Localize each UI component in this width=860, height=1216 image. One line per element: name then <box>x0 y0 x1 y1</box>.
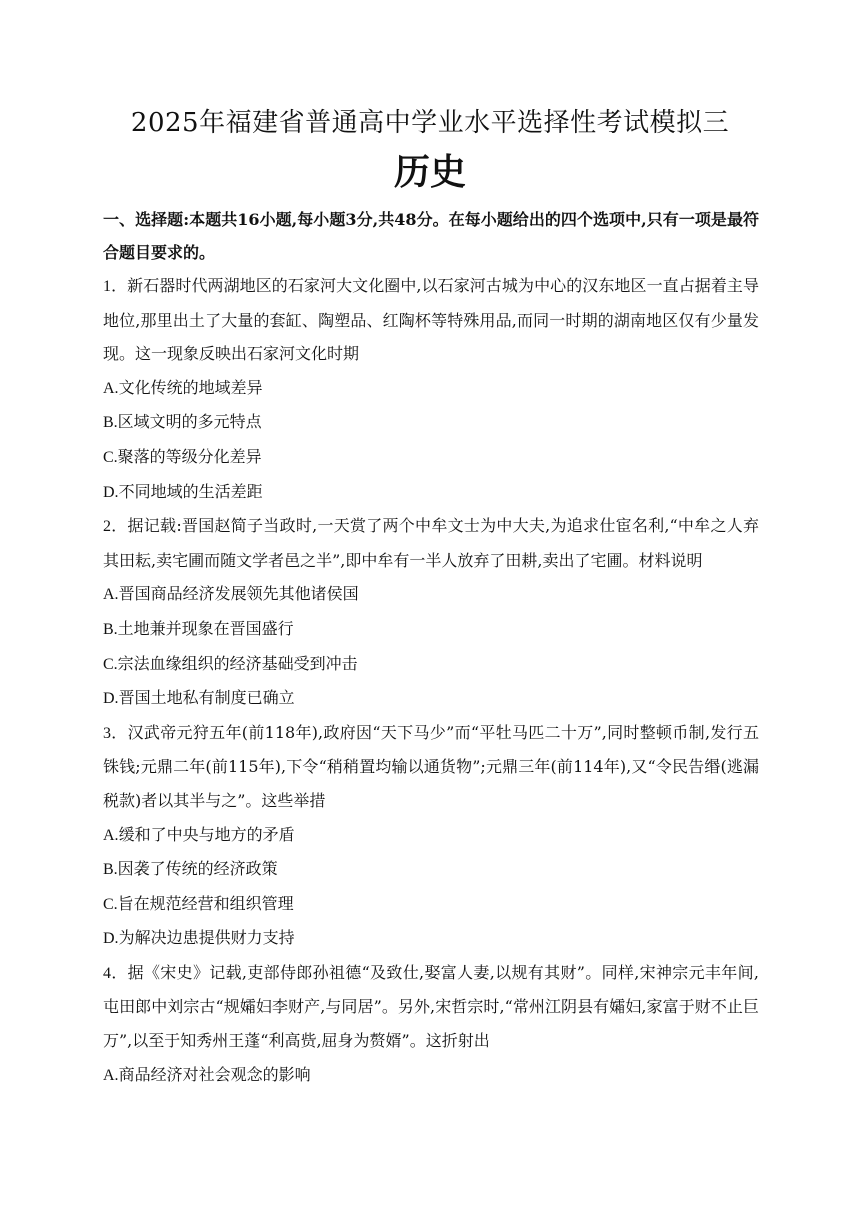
option-text: 区域文明的多元特点 <box>117 412 262 432</box>
section-instruction: 一、选择题:本题共16小题,每小题3分,共48分。在每小题给出的四个选项中,只有一项是最符合题目要求的。 <box>103 210 759 262</box>
question-3 <box>103 716 759 956</box>
option-letter: A. <box>103 1066 119 1084</box>
option-letter: B. <box>103 620 118 638</box>
option-d[interactable] <box>103 475 759 510</box>
option-letter: C. <box>103 448 118 466</box>
question-text: 据记载:晋国赵简子当政时,一天赏了两个中牟文士为中大夫,为追求仕宦名利,“中牟之人弃其田耘,卖宅圃而随文学者邑之半”,即中牟有一半人放弃了田耕,卖出了宅圃。材料说明 <box>103 516 759 570</box>
option-c[interactable] <box>103 887 759 922</box>
option-a[interactable] <box>103 818 759 853</box>
question-stem <box>103 269 759 371</box>
option-letter: C. <box>103 655 118 673</box>
option-letter: D. <box>103 930 119 948</box>
option-b[interactable] <box>103 852 759 887</box>
option-letter: A. <box>103 379 119 397</box>
option-letter: A. <box>103 826 119 844</box>
question-stem <box>103 956 759 1058</box>
option-letter: B. <box>103 861 118 879</box>
option-text: 土地兼并现象在晋国盛行 <box>117 618 294 638</box>
option-a[interactable] <box>103 371 759 406</box>
question-1 <box>103 269 759 509</box>
question-number: 2． <box>103 518 128 536</box>
subject-title: 历史 <box>393 151 466 193</box>
option-c[interactable] <box>103 647 759 682</box>
option-letter: A. <box>103 586 119 604</box>
question-number: 3． <box>103 724 128 742</box>
option-letter: B. <box>103 414 118 432</box>
question-2 <box>103 509 759 716</box>
question-text: 新石器时代两湖地区的石家河大文化圈中,以石家河古城为中心的汉东地区一直占据着主导地位,那里出土了大量的套缸、陶塑品、红陶杯等特殊用品,而同一时期的湖南地区仅有少量发现。这一现象反映出石家河文化时期 <box>103 276 759 364</box>
question-number: 1． <box>103 278 128 295</box>
option-letter: D. <box>103 483 119 501</box>
option-text: 聚落的等级分化差异 <box>117 446 262 466</box>
option-c[interactable] <box>103 440 759 475</box>
option-text: 宗法血缘组织的经济基础受到冲击 <box>117 653 358 673</box>
question-4 <box>103 956 759 1092</box>
question-stem <box>103 509 759 577</box>
option-text: 晋国土地私有制度已确立 <box>118 688 295 708</box>
option-text: 旨在规范经营和组织管理 <box>117 893 294 913</box>
option-text: 文化传统的地域差异 <box>118 377 263 397</box>
option-b[interactable] <box>103 405 759 440</box>
option-text: 不同地域的生活差距 <box>118 481 263 501</box>
option-b[interactable] <box>103 612 759 647</box>
option-text: 商品经济对社会观念的影响 <box>118 1064 311 1084</box>
option-text: 晋国商品经济发展领先其他诸侯国 <box>118 584 359 604</box>
option-d[interactable] <box>103 921 759 956</box>
option-d[interactable] <box>103 681 759 716</box>
option-text: 缓和了中央与地方的矛盾 <box>118 824 295 844</box>
option-a[interactable] <box>103 1058 759 1093</box>
option-text: 为解决边患提供财力支持 <box>118 928 295 948</box>
question-stem <box>103 716 759 818</box>
question-text: 汉武帝元狩五年(前118年),政府因“天下马少”而“平牡马匹二十万”,同时整顿币制,发行五铢钱;元鼎二年(前115年),下令“稍稍置均输以通货物”;元鼎三年(前114年),又“令民告缗(逃漏税款)者以其半与之”。这些举措 <box>103 722 759 810</box>
exam-content <box>103 203 759 1092</box>
exam-title: 2025年福建省普通高中学业水平选择性考试模拟三 <box>130 108 730 138</box>
option-a[interactable] <box>103 577 759 612</box>
question-number: 4． <box>103 964 128 982</box>
option-letter: C. <box>103 895 118 913</box>
option-text: 因袭了传统的经济政策 <box>117 859 278 879</box>
option-letter: D. <box>103 690 119 708</box>
question-text: 据《宋史》记载,吏部侍郎孙祖德“及致仕,娶富人妻,以规有其财”。同样,宋神宗元丰年间,屯田郎中刘宗古“规孀妇李财产,与同居”。另外,宋哲宗时,“常州江阴县有孀妇,家富于财不止巨万”,以至于知秀州王蓬“利高赀,屈身为赘婿”。这折射出 <box>103 962 759 1051</box>
